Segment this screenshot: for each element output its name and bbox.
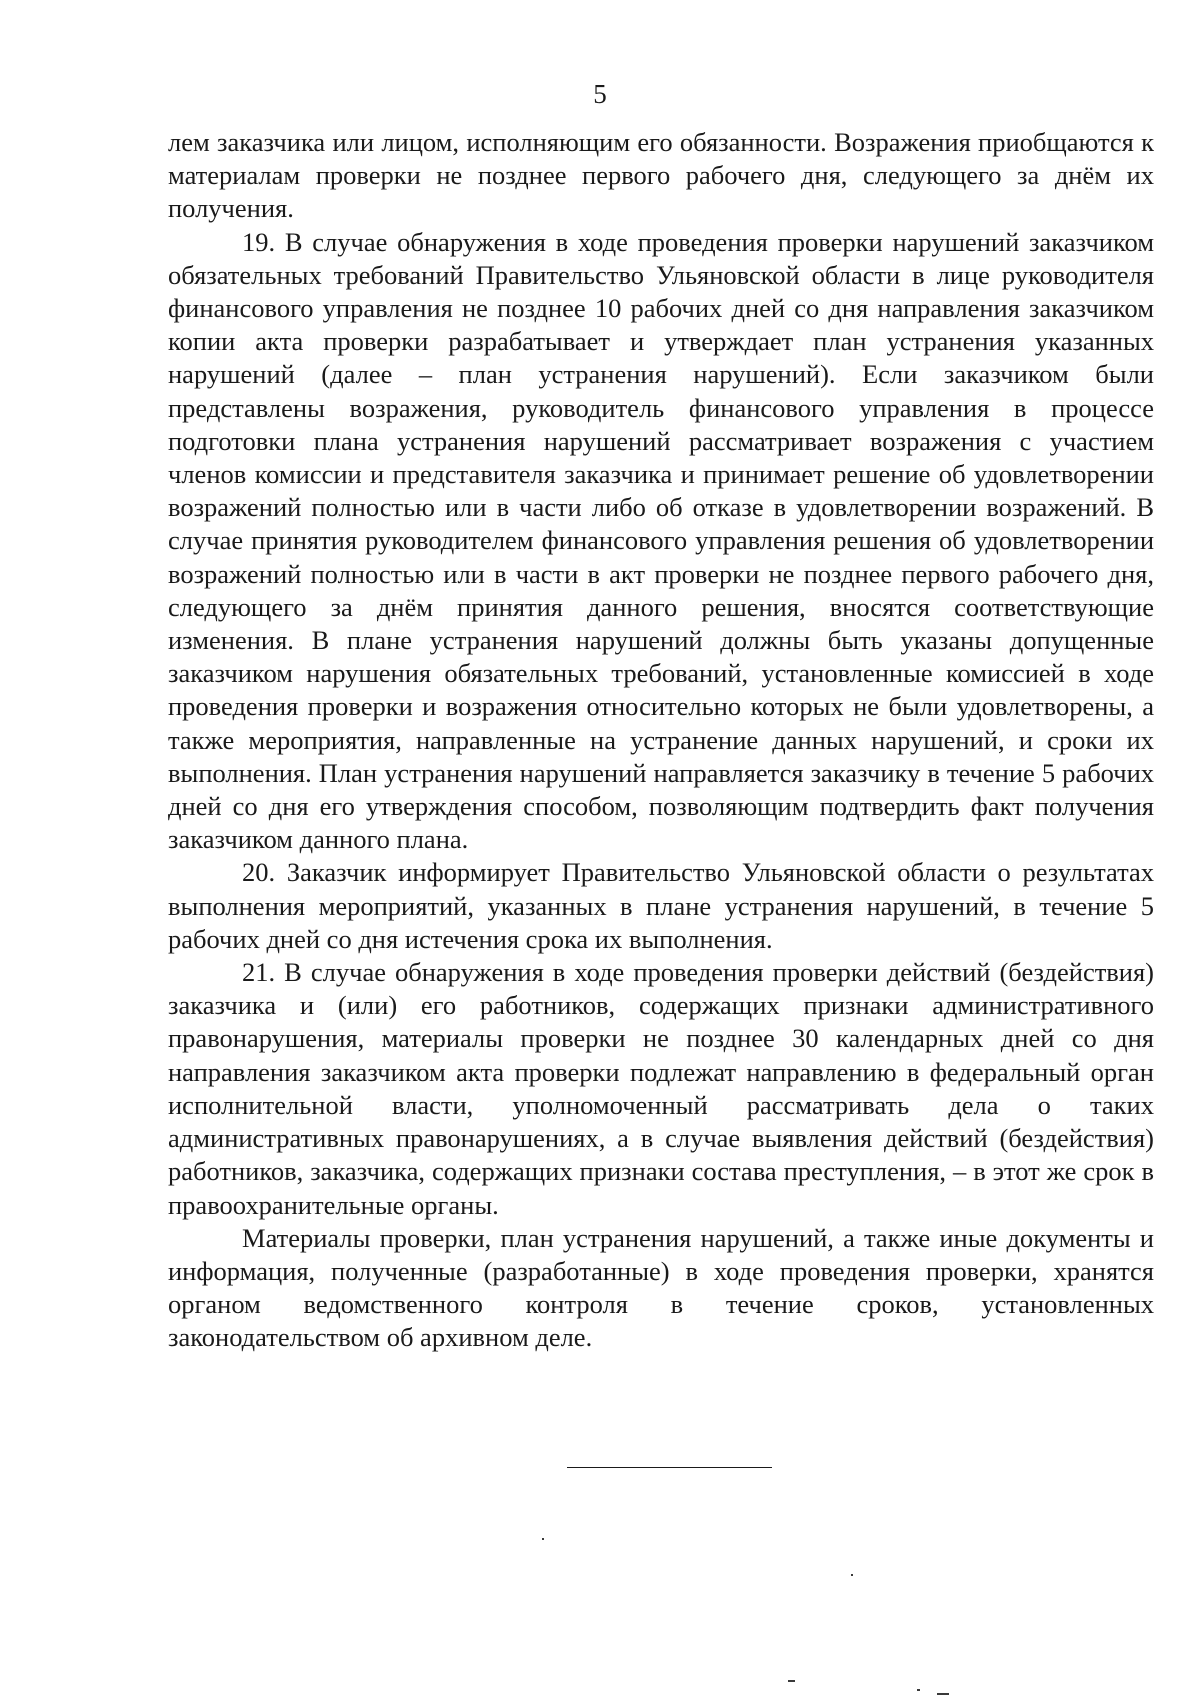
paragraph-item-19: 19. В случае обнаружения в ходе проведения проверки нарушений заказчиком обязательных требований Правительство Ульяновской области в лице руководителя финансового управления не позднее 10 рабочих дней со дня направления заказчиком копии акта проверки разрабатывает и утверждает план устранения указанных нарушений (далее – план устранения нарушений). Если заказчиком были представлены возражения, руководитель финансового управления в процессе подготовки плана устранения нарушений рассматривает возражения с участием членов комиссии и представителя заказчика и принимает решение об удовлетворении возражений полностью или в части либо об отказе в удовлетворении возражений. В случае принятия руководителем финансового управления решения об удовлетворении возражений полностью или в части в акт проверки не позднее первого рабочего дня, следующего за днём принятия данного решения, вносятся соответствующие изменения. В плане устранения нарушений должны быть указаны допущенные заказчиком нарушения обязательных требований, установленные комиссией в ходе проведения проверки и возражения относительно которых не были удовлетворены, а также мероприятия, направленные на устранение данных нарушений, и сроки их выполнения. План устранения нарушений направляется заказчику в течение 5 рабочих дней со дня его утверждения способом, позволяющим подтвердить факт получения заказчиком данного плана. [168, 226, 1154, 855]
paragraph-continuation: лем заказчика или лицом, исполняющим его обязанности. Возражения приобщаются к материалам проверки не позднее первого рабочего дня, следующего за днём их получения. [168, 127, 1154, 224]
paragraph-item-20: 20. Заказчик информирует Правительство Ульяновской области о результатах выполнения мероприятий, указанных в плане устранения нарушений, в течение 5 рабочих дней со дня истечения срока их выполнения. [168, 857, 1154, 954]
scan-speck [788, 1680, 795, 1682]
page-number: 5 [593, 79, 607, 109]
scan-speck [937, 1693, 949, 1695]
end-of-document-rule [567, 1467, 772, 1468]
paragraph-closing: Материалы проверки, план устранения нарушений, а также иные документы и информация, полученные (разработанные) в ходе проведения проверки, хранятся органом ведомственного контроля в течение сроков, установленных законодательством об архивном деле. [168, 1222, 1154, 1353]
scan-speck [917, 1689, 920, 1691]
document-body [168, 126, 1154, 1355]
scan-speck [542, 1538, 544, 1540]
paragraph-item-21: 21. В случае обнаружения в ходе проведения проверки действий (бездействия) заказчика и (или) его работников, содержащих признаки административного правонарушения, материалы проверки не позднее 30 календарных дней со дня направления заказчиком акта проверки подлежат направлению в федеральный орган исполнительной власти, уполномоченный рассматривать дела о таких административных правонарушениях, а в случае выявления действий (бездействия) работников, заказчика, содержащих признаки состава преступления, – в этот же срок в правоохранительные органы. [168, 957, 1154, 1220]
scan-speck [851, 1574, 853, 1576]
